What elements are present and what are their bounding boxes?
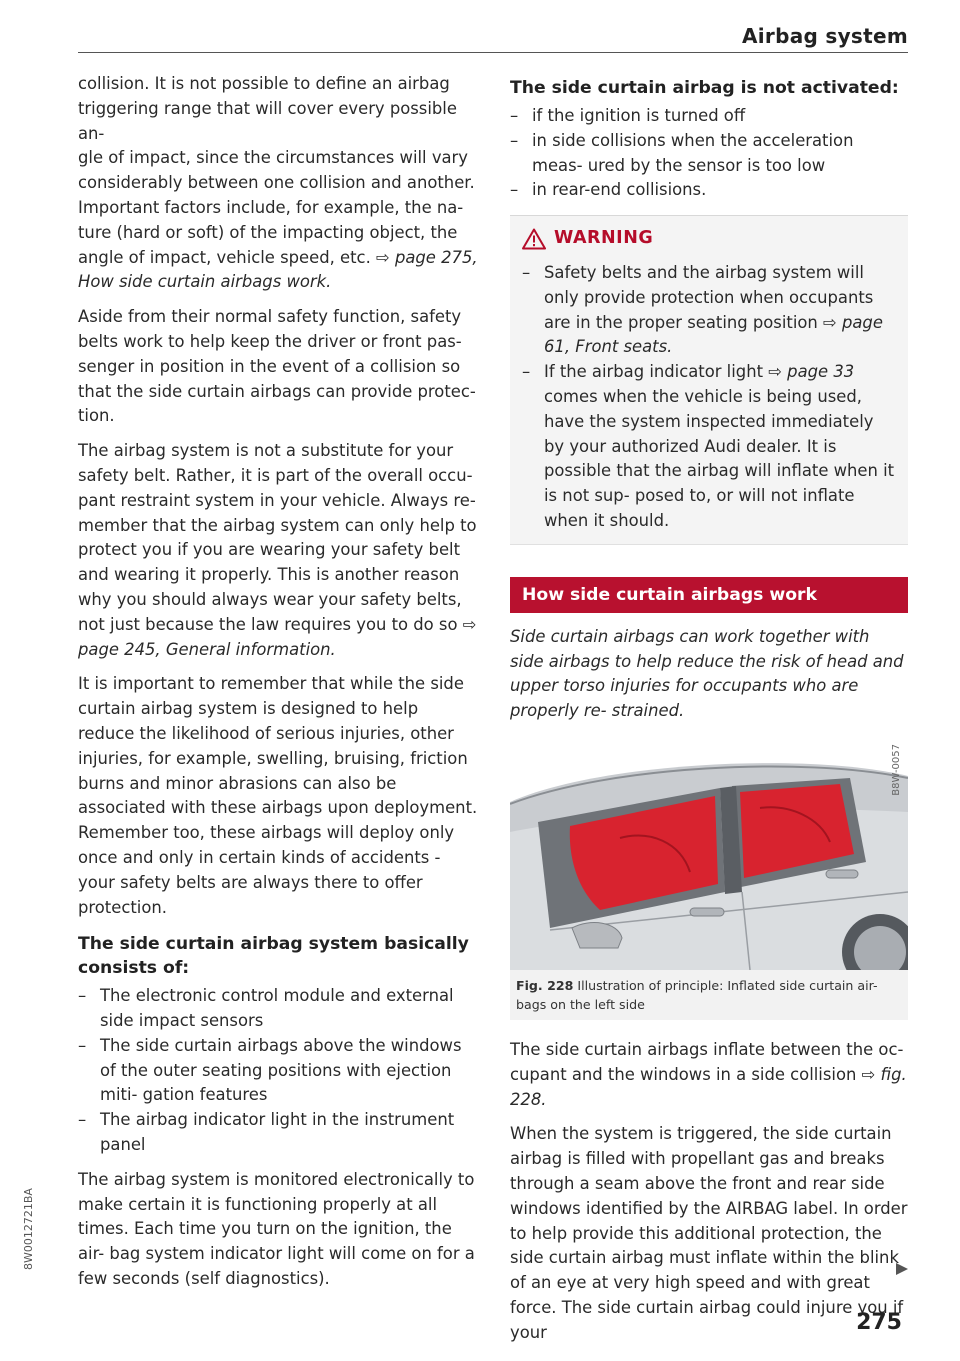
list-item (522, 360, 896, 534)
cross-reference-link[interactable]: ⇨ fig. 228. (510, 1064, 907, 1109)
header-rule (78, 52, 908, 53)
cross-reference-link[interactable]: How side curtain airbags work. (78, 272, 332, 292)
cross-reference-link[interactable]: ⇨ page 275, (376, 247, 478, 267)
p1-line: angle of impact, vehicle speed, etc. (78, 247, 371, 267)
paragraph-triggered: When the system is triggered, the side curtain airbag is filled with propellant gas and breaks through a seam above the front and rear side windows identified by the AIRBAG label. In order to help provide this additional protection, the side curtain airbag must inflate within the blink of an eye at very high speed and with great force. The side curtain airbag could injure you if your (510, 1124, 908, 1342)
list-item: – if the ignition is turned off (510, 104, 908, 129)
section-intro: Side curtain airbags can work together with side airbags to help reduce the risk of head and upper torso injuries for occupants who are properly re- strained. (510, 626, 904, 721)
warning-header (522, 226, 896, 251)
paragraph-airbag-range (78, 72, 478, 295)
continue-arrow-icon (896, 1263, 908, 1275)
list-item: – The side curtain airbags above the windows of the outer seating positions with ejection miti- gation features (78, 1034, 478, 1108)
list-item: – in rear-end collisions. (510, 178, 908, 203)
p1-line: considerably between one collision and another. (78, 173, 475, 193)
figure-caption (510, 970, 908, 1020)
right-column (510, 72, 908, 1356)
page-header-title: Airbag system (742, 24, 908, 48)
warning-list (522, 261, 896, 534)
p1-line: collision. It is not possible to define an airbag (78, 74, 450, 93)
page-number: 275 (856, 1310, 902, 1335)
heading-not-activated: The side curtain airbag is not activated: (510, 78, 899, 98)
cross-reference-link[interactable]: ⇨ page 61, Front seats. (544, 312, 883, 357)
paragraph-safety-belts: Aside from their normal safety function, safety belts work to help keep the driver or front pas- senger in position in the event of a collision so that the side curtain airbags can provide protec- tion. (78, 307, 476, 426)
paragraph-other-injuries: It is important to remember that while the side curtain airbag system is designed to help reduce the likelihood of serious injuries, other injuries, for example, swelling, bruising, friction burns and minor abrasions can also be associated with these airbags upon deployment. Remember too, these airbags will deploy only once and only in certain kinds of accidents - your safety belts are always there to offer protection. (78, 674, 478, 917)
paragraph-not-substitute (78, 439, 478, 662)
list-item: – in side collisions when the acceleration meas- ured by the sensor is too low (510, 129, 908, 179)
heading-system-consists: The side curtain airbag system basically consists of: (78, 934, 469, 979)
paragraph-inflate (510, 1038, 908, 1112)
figure-228 (510, 742, 908, 1020)
figure-caption-text: Illustration of principle: Inflated side curtain air- bags on the left side (516, 977, 878, 1012)
cross-reference-link[interactable]: ⇨ page 245, General information. (78, 614, 477, 659)
list-item: – The electronic control module and external side impact sensors (78, 984, 478, 1034)
not-activated-list (510, 104, 908, 203)
list-item (522, 261, 896, 360)
document-code: 8W0012721BA (22, 1188, 35, 1270)
warning-item-text: If the airbag indicator light (544, 362, 764, 382)
p1-line: gle of impact, since the circumstances will vary (78, 148, 468, 168)
warning-triangle-icon (522, 228, 546, 250)
section-title-banner: How side curtain airbags work (510, 577, 908, 613)
figure-code: B8W-0057 (891, 743, 903, 796)
p1-line: Important factors include, for example, the na- (78, 197, 464, 217)
warning-item-text: Safety belts and the airbag system will only provide protection when occupants are in the proper seating position (544, 262, 874, 332)
list-item: – The airbag indicator light in the instrument panel (78, 1108, 478, 1158)
car-airbag-illustration (510, 742, 908, 970)
warning-item-text: comes when the vehicle is being used, have the system inspected immediately by your authorized Audi dealer. It is possible that the airbag will inflate when it is not sup- posed to, or will not inflate when it should. (544, 386, 895, 530)
left-column (78, 72, 478, 1302)
p-text: The side curtain airbags inflate between the oc- cupant and the windows in a side collision (510, 1039, 904, 1084)
warning-label: WARNING (554, 228, 654, 249)
figure-label: Fig. 228 (516, 977, 574, 993)
consists-list (78, 984, 478, 1158)
p1-line: triggering range that will cover every possible an- (78, 98, 457, 143)
p3-text: The airbag system is not a substitute for your safety belt. Rather, it is part of the overall occu- pant restraint system in your vehicle. Always re- member that the airbag system can only help to protect you if you are wearing your safety belt and wearing it properly. This is another reason why you should always wear your safety belts, not just because the law requires you to do so (78, 441, 477, 634)
warning-box (510, 215, 908, 545)
cross-reference-link[interactable]: ⇨ page 33 (768, 362, 855, 382)
p1-line: ture (hard or soft) of the impacting object, the (78, 222, 458, 242)
paragraph-monitoring: The airbag system is monitored electronically to make certain it is functioning properly at all times. Each time you turn on the ignition, the air- bag system indicator light will come on for a few seconds (self diagnostics). (78, 1169, 475, 1289)
